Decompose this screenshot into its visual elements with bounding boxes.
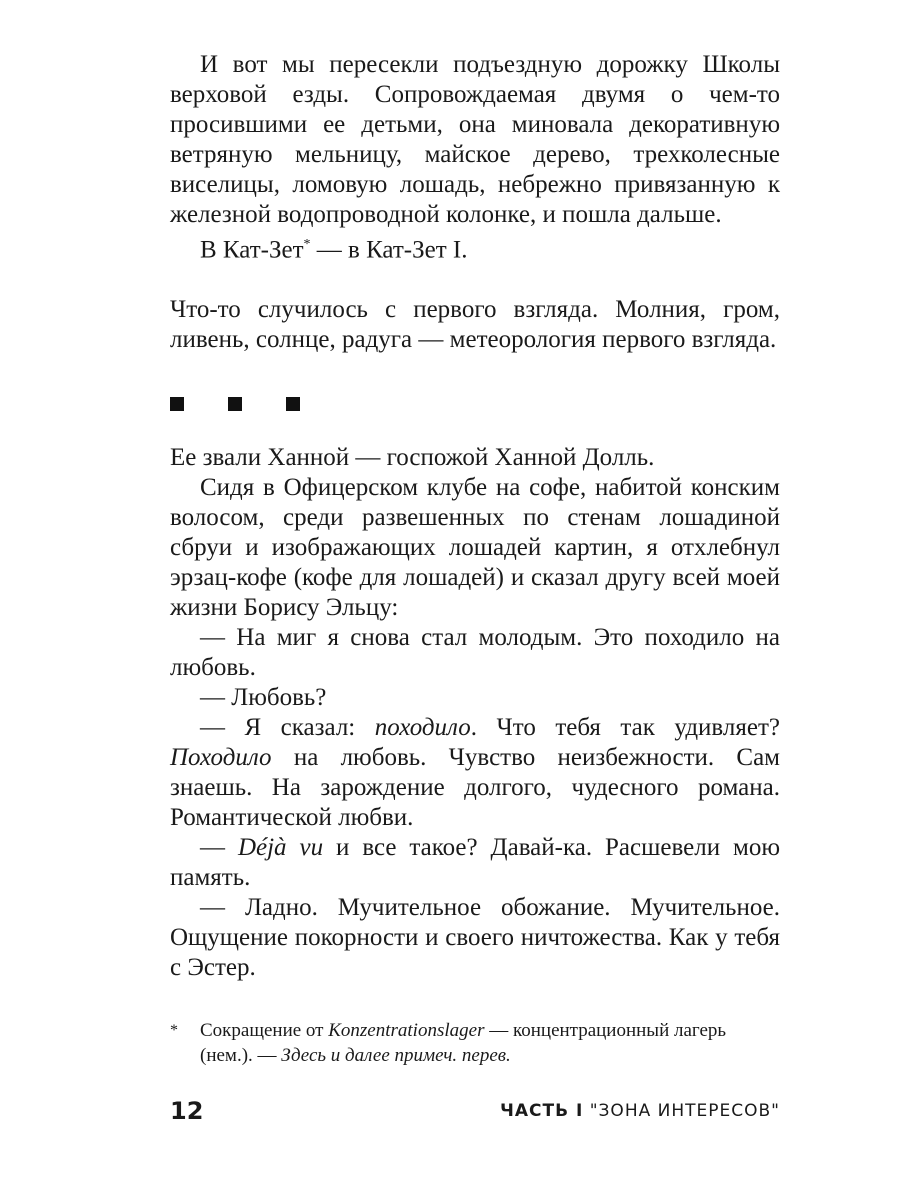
footnote-text-a: Сокращение от [200, 1020, 329, 1041]
footnote-marker: * [303, 237, 311, 252]
paragraph-katzet [170, 230, 780, 265]
dialogue-text-a: — Я сказал: [200, 714, 375, 742]
section-separator [170, 397, 780, 413]
dialogue-text-c: на любовь. Чувство неизбежности. Сам знаешь. На зарождение долгого, чудесного романа. Романтической любви. [170, 744, 780, 832]
page-footer [170, 1094, 780, 1128]
dialogue-text-a: — [200, 834, 238, 862]
page-number: 12 [170, 1097, 204, 1125]
katzet-text-a: В Кат-Зет [200, 236, 304, 264]
katzet-text-b: — в Кат-Зет I. [310, 236, 468, 264]
running-head [500, 1101, 780, 1121]
footnote-text-b: — концентрационный лагерь (нем.). — [200, 1020, 727, 1066]
dialogue-deja-vu [170, 833, 780, 893]
separator-square [228, 397, 242, 411]
paragraph-hannah: Ее звали Ханной — госпожой Ханной Долль. [170, 444, 655, 472]
running-head-title: "ЗОНА ИНТЕРЕСОВ" [589, 1101, 780, 1121]
separator-square [170, 397, 184, 411]
paragraph-officers-club: Сидя в Офицерском клубе на софе, набитой конским волосом, среди развешенных по стенам лошадиной сбруи и изображающих лошадей картин, я отхлебнул эрзац-кофе (кофе для лошадей) и сказал другу всей моей жизни Борису Эльцу: [170, 474, 780, 622]
dialogue-young-again: — На миг я снова стал молодым. Это походило на любовь. [170, 624, 780, 682]
running-head-part: ЧАСТЬ I [500, 1101, 584, 1121]
dialogue-text-b: и все такое? Давай-ка. Расшевели мою память. [170, 834, 781, 892]
italic-word: Походило [170, 744, 272, 772]
footnote-italic-note: Здесь и далее примеч. перев. [281, 1045, 511, 1066]
italic-word: походило [374, 714, 471, 742]
dialogue-adoration: — Ладно. Мучительное обожание. Мучительное. Ощущение покорности и своего ничтожества. Как у тебя с Эстер. [170, 894, 780, 982]
footnote-mark: * [170, 1022, 178, 1039]
dialogue-text-b: . Что тебя так удивляет? [470, 714, 780, 742]
paragraph-riding-school: И вот мы пересекли подъездную дорожку Школы верховой езды. Сопровождаемая двумя о чем-то просившими ее детьми, она миновала декоративную ветряную мельницу, майское дерево, трехколесные виселицы, ломовую лошадь, небрежно привязанную к железной водопроводной колонке, и пошла дальше. [170, 51, 780, 228]
paragraph-first-sight: Что-то случилось с первого взгляда. Молния, гром, ливень, солнце, радуга — метеорология первого взгляда. [170, 296, 780, 354]
separator-square [286, 397, 300, 411]
italic-phrase: Déjà vu [237, 834, 324, 862]
footnote-italic-term: Konzentrationslager [328, 1020, 485, 1041]
footnote [170, 1018, 780, 1068]
page-body [170, 50, 780, 983]
dialogue-seemed-like [170, 713, 780, 833]
dialogue-love: — Любовь? [200, 684, 327, 712]
footnote-body [200, 1018, 780, 1068]
